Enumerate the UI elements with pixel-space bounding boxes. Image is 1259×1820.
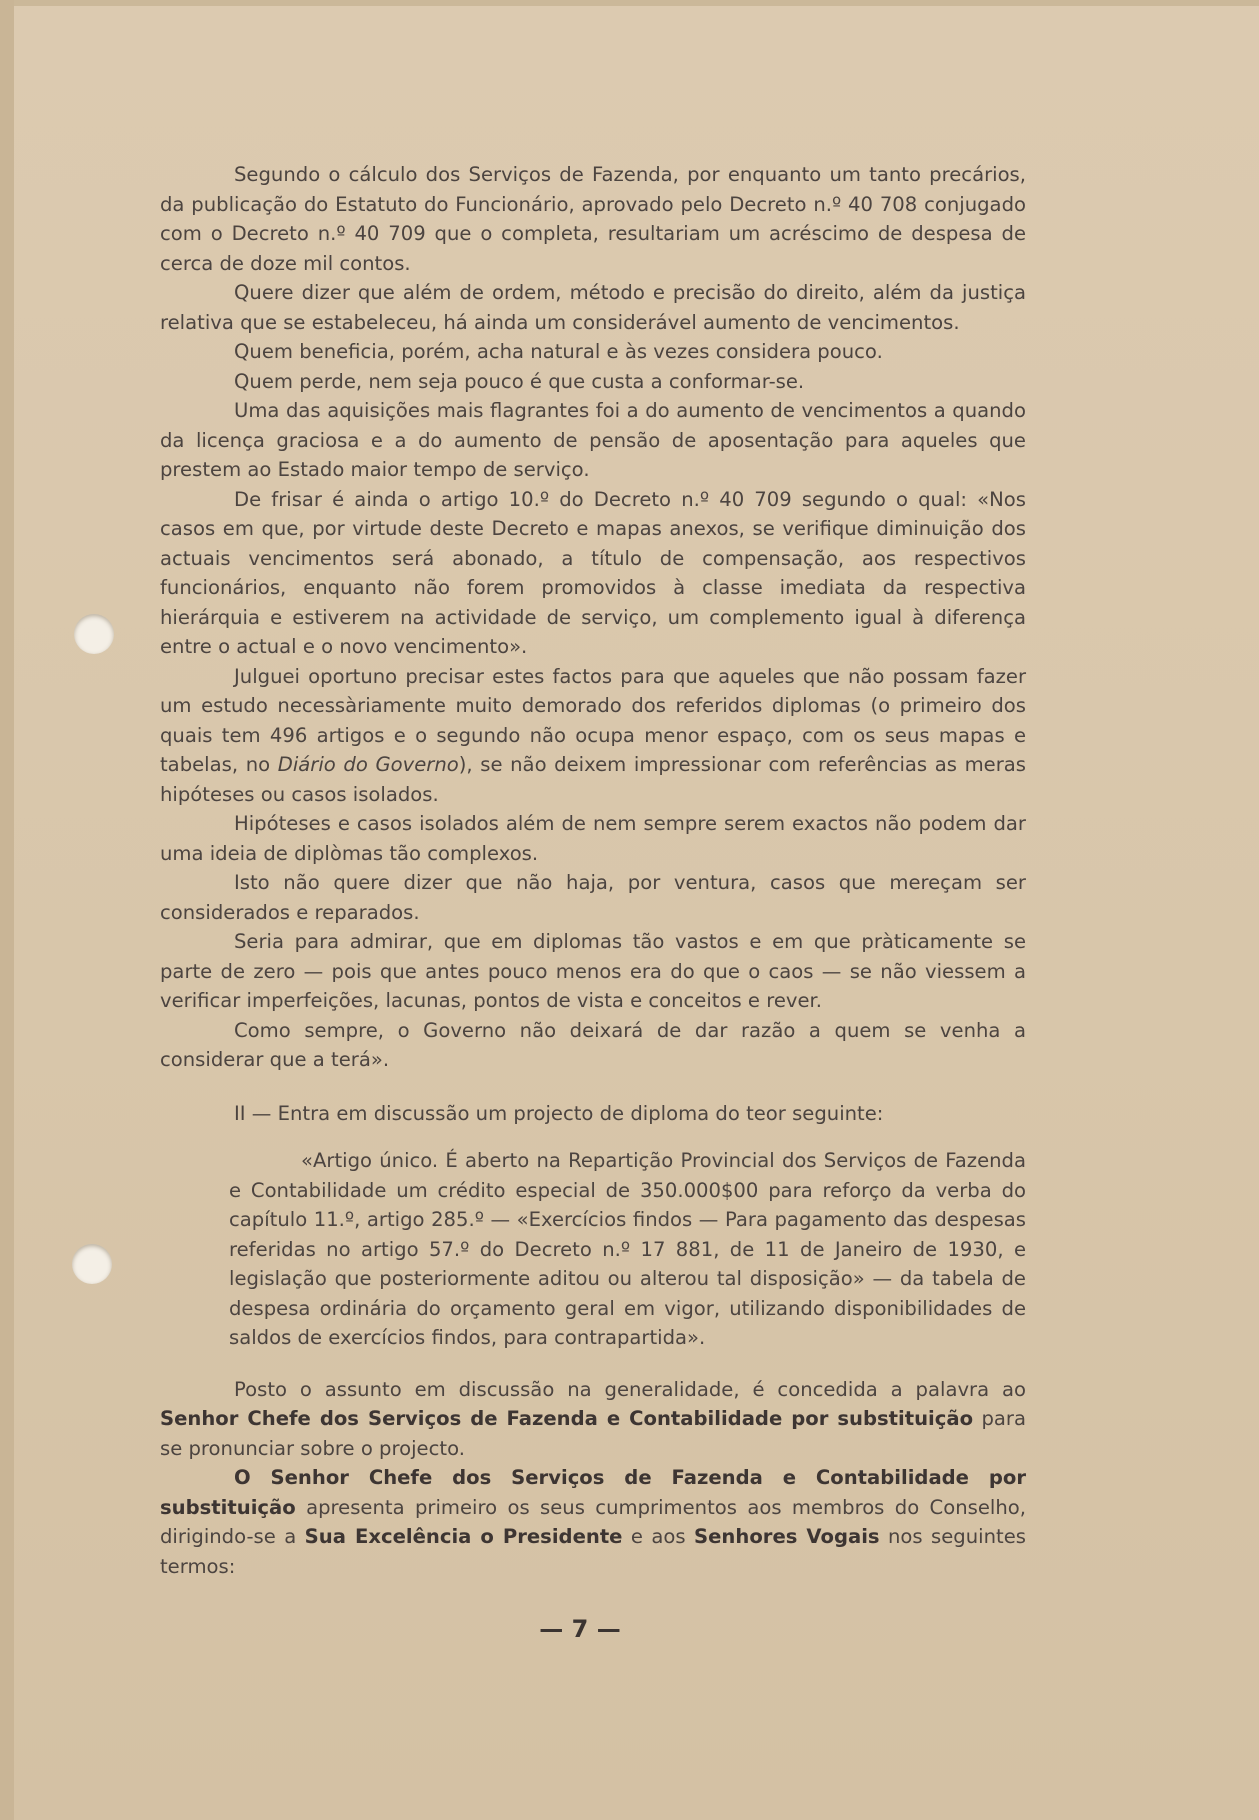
paragraph bbox=[160, 1463, 1026, 1581]
paragraph: Quem beneficia, porém, acha natural e às vezes considera pouco. bbox=[234, 340, 883, 363]
paragraph-text: nos seguintes termos: bbox=[160, 1525, 1026, 1578]
page-left-edge bbox=[0, 0, 14, 1820]
paragraph-text: apresenta primeiro os seus cumprimentos aos membros do Conselho, dirigindo-se a bbox=[160, 1495, 1026, 1548]
paragraph: Seria para admirar, que em diplomas tão vastos e em que pràticamente se parte de zero — pois que antes pouco menos era do que o caos — se não viessem a verificar imperfeições, lacunas, pontos de vista e conceitos e rever. bbox=[160, 930, 1026, 1012]
paragraph: Uma das aquisições mais flagrantes foi a do aumento de vencimentos a quando da licença graciosa e a do aumento de pensão de aposentação para aqueles que prestem ao Estado maior tempo de serviço. bbox=[160, 399, 1026, 481]
decree-quote: «Artigo único. É aberto na Repartição Provincial dos Serviços de Fazenda e Contabilidade um crédito especial de 350.000$00 para reforço da verba do capítulo 11.º, artigo 285.º — «Exercícios findos — Para pagamento das despesas referidas no artigo 57.º do Decreto n.º 17 881, de 11 de Janeiro de 1930, e legislação que posteriormente aditou ou alterou tal disposição» — da tabela de despesa ordinária do orçamento geral em vigor, utilizando disponibilidades de saldos de exercícios findos, para contrapartida». bbox=[229, 1149, 1026, 1349]
bold-name: Sua Excelência o Presidente bbox=[304, 1525, 623, 1548]
paragraph-text: Posto o assunto em discussão na generalidade, é concedida a palavra ao bbox=[234, 1377, 1026, 1401]
bold-name: Senhores Vogais bbox=[694, 1525, 880, 1548]
body-text bbox=[160, 160, 1026, 1581]
paragraph-text: Julguei oportuno precisar estes factos para que aqueles que não possam fazer um estudo necessàriamente muito demorado dos referidos diplomas (o primeiro dos quais tem 496 artigos e o segundo não ocupa menor espaço, com os seus mapas e tabelas, no bbox=[160, 664, 1026, 776]
page-number: — 7 — bbox=[539, 1615, 621, 1643]
punch-hole-top bbox=[74, 614, 114, 654]
paragraph: Quere dizer que além de ordem, método e precisão do direito, além da justiça relativa que se estabeleceu, há ainda um considerável aumento de vencimentos. bbox=[160, 281, 1026, 334]
paragraph: De frisar é ainda o artigo 10.º do Decreto n.º 40 709 segundo o qual: «Nos casos em que, por virtude deste Decreto e mapas anexos, se verifique diminuição dos actuais vencimentos será abonado, a título de compensação, aos respectivos funcionários, enquanto não forem promovidos à classe imediata da respectiva hierárquia e estiverem na actividade de serviço, um complemento igual à diferença entre o actual e o novo vencimento». bbox=[160, 487, 1026, 658]
publication-title: Diário do Governo bbox=[277, 753, 459, 776]
paragraph: Isto não quere dizer que não haja, por ventura, casos que mereçam ser considerados e reparados. bbox=[160, 871, 1026, 924]
paragraph: Como sempre, o Governo não deixará de dar razão a quem se venha a considerar que a terá». bbox=[160, 1018, 1026, 1071]
paragraph: Hipóteses e casos isolados além de nem sempre serem exactos não podem dar uma ideia de diplòmas tão complexos. bbox=[160, 812, 1026, 865]
paragraph: Quem perde, nem seja pouco é que custa a conformar-se. bbox=[234, 369, 805, 393]
paragraph bbox=[160, 662, 1026, 810]
page-top-edge bbox=[0, 0, 1259, 6]
bold-name: O Senhor Chefe dos Serviços de Fazenda e Contabilidade por substituição bbox=[160, 1466, 1026, 1519]
paragraph: Segundo o cálculo dos Serviços de Fazenda, por enquanto um tanto precários, da publicação do Estatuto do Funcionário, aprovado pelo Decreto n.º 40 708 conjugado com o Decreto n.º 40 709 que o completa, resultariam um acréscimo de despesa de cerca de doze mil contos. bbox=[160, 163, 1026, 275]
paragraph bbox=[160, 1375, 1026, 1464]
paragraph-text: para se pronunciar sobre o projecto. bbox=[160, 1407, 1026, 1460]
paragraph-text: e aos bbox=[630, 1525, 686, 1548]
punch-hole-bottom bbox=[72, 1244, 112, 1284]
bold-name: Senhor Chefe dos Serviços de Fazenda e Contabilidade por substituição bbox=[160, 1407, 974, 1430]
paragraph-text: ), se não deixem impressionar com referências as meras hipóteses ou casos isolados. bbox=[160, 753, 1026, 806]
section-heading: II — Entra em discussão um projecto de diploma do teor seguinte: bbox=[234, 1101, 884, 1125]
